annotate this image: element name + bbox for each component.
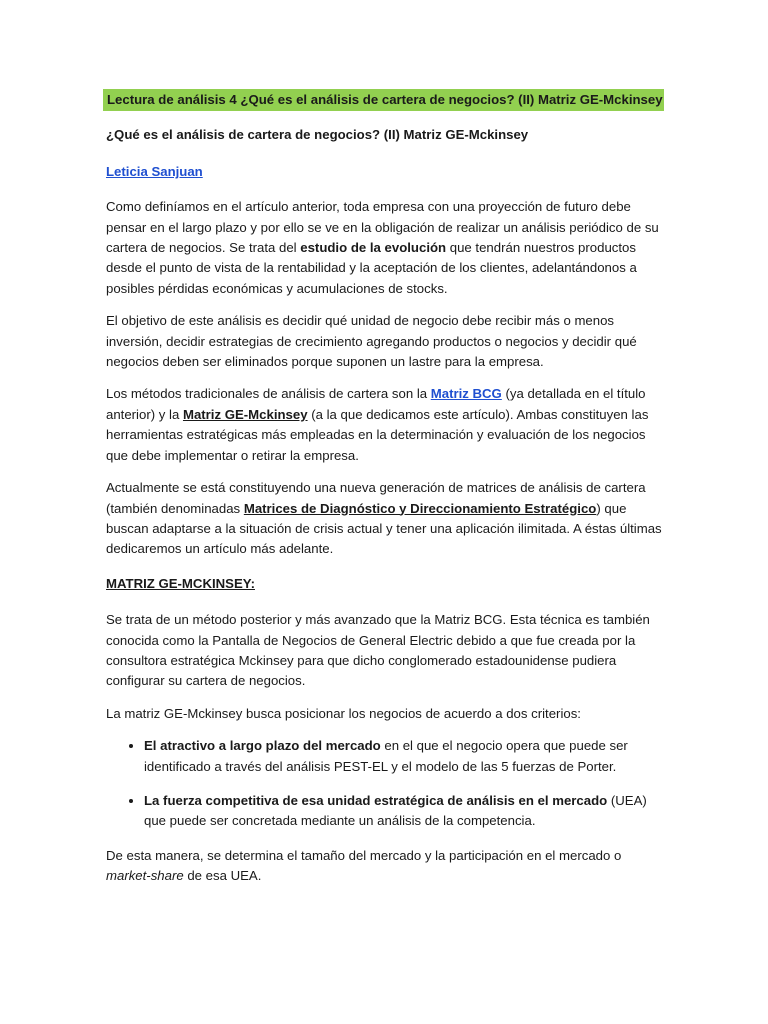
text-run: Actualmente se está constituyendo una nueva generación de matrices de análisis de cartera (también denominadas bbox=[106, 480, 646, 516]
text-run: en el que el negocio opera que puede ser identificado a través del análisis PEST-EL y el modelo de las 5 fuerzas de Porter. bbox=[144, 738, 628, 774]
text-run: Los métodos tradicionales de análisis de cartera son la bbox=[106, 386, 431, 402]
paragraph-definition: Se trata de un método posterior y más avanzado que la Matriz BCG. Esta técnica es también conocida como la Pantalla de Negocios de General Electric debido a que fue creada por la consultora estratégica Mckinsey para que dicho conglomerado estadounidense pudiera configurar su cartera de negocios. bbox=[106, 612, 650, 689]
list-item bbox=[144, 791, 666, 832]
matriz-ge-mckinsey-link[interactable]: Matriz GE-Mckinsey bbox=[182, 406, 308, 422]
author-line bbox=[106, 162, 666, 182]
document-page bbox=[106, 89, 666, 899]
paragraph-conclusion bbox=[106, 846, 666, 887]
criteria-list bbox=[106, 736, 666, 832]
article-subtitle: ¿Qué es el análisis de cartera de negocios? (II) Matriz GE-Mckinsey bbox=[106, 127, 529, 143]
list-item bbox=[144, 736, 666, 777]
paragraph-intro bbox=[106, 197, 666, 299]
bold-phrase: estudio de la evolución bbox=[300, 240, 447, 256]
paragraph-criteria-intro: La matriz GE-Mckinsey busca posicionar los negocios de acuerdo a dos criterios: bbox=[106, 705, 581, 721]
paragraph-methods bbox=[106, 384, 666, 466]
text-run: Como definíamos en el artículo anterior, toda empresa con una proyección de futuro debe pensar en el largo plazo y por ello se ve en la obligación de realizar un análisis periódico de su cartera de negocios. Se trata del bbox=[106, 199, 659, 256]
bold-phrase: La fuerza competitiva de esa unidad estratégica de análisis en el mercado bbox=[144, 792, 608, 808]
author-link[interactable]: Leticia Sanjuan bbox=[106, 163, 203, 179]
matrices-diagnostico-link[interactable]: Matrices de Diagnóstico y Direccionamiento Estratégico bbox=[243, 500, 597, 516]
text-run: de esa UEA. bbox=[183, 868, 262, 884]
text-run: (a la que dedicamos este artículo). Ambas constituyen las herramientas estratégicas más empleadas en la determinación y evaluación de los negocios que debe implementar o retirar la empresa. bbox=[106, 406, 649, 463]
section-heading: MATRIZ GE-MCKINSEY: bbox=[106, 575, 255, 591]
text-run: De esta manera, se determina el tamaño del mercado y la participación en el mercado o bbox=[106, 847, 622, 863]
text-run: que tendrán nuestros productos desde el punto de vista de la rentabilidad y la aceptación de los clientes, adelantándonos a posibles pérdidas económicas y acumulaciones de stocks. bbox=[106, 240, 637, 296]
lecture-title-bar: Lectura de análisis 4 ¿Qué es el análisis de cartera de negocios? (II) Matriz GE-Mckinsey bbox=[103, 89, 664, 111]
text-run: (UEA) que puede ser concretada mediante un análisis de la competencia. bbox=[144, 792, 647, 829]
text-run: (ya detallada en el título anterior) y la bbox=[106, 386, 646, 422]
matriz-bcg-link[interactable]: Matriz BCG bbox=[430, 386, 502, 402]
paragraph-new-generation bbox=[106, 478, 666, 560]
italic-phrase: market-share bbox=[106, 868, 184, 884]
text-run: ) que buscan adaptarse a la situación de crisis actual y tener una aplicación ilimitada. A éstas últimas dedicaremos un artículo más adelante. bbox=[106, 500, 662, 557]
bold-phrase: El atractivo a largo plazo del mercado bbox=[144, 738, 381, 754]
paragraph-objective: El objetivo de este análisis es decidir qué unidad de negocio debe recibir más o menos inversión, decidir estrategias de crecimiento agregando productos o negocios y decidir qué negocios deben ser eliminados porque suponen un lastre para la empresa. bbox=[106, 313, 637, 370]
